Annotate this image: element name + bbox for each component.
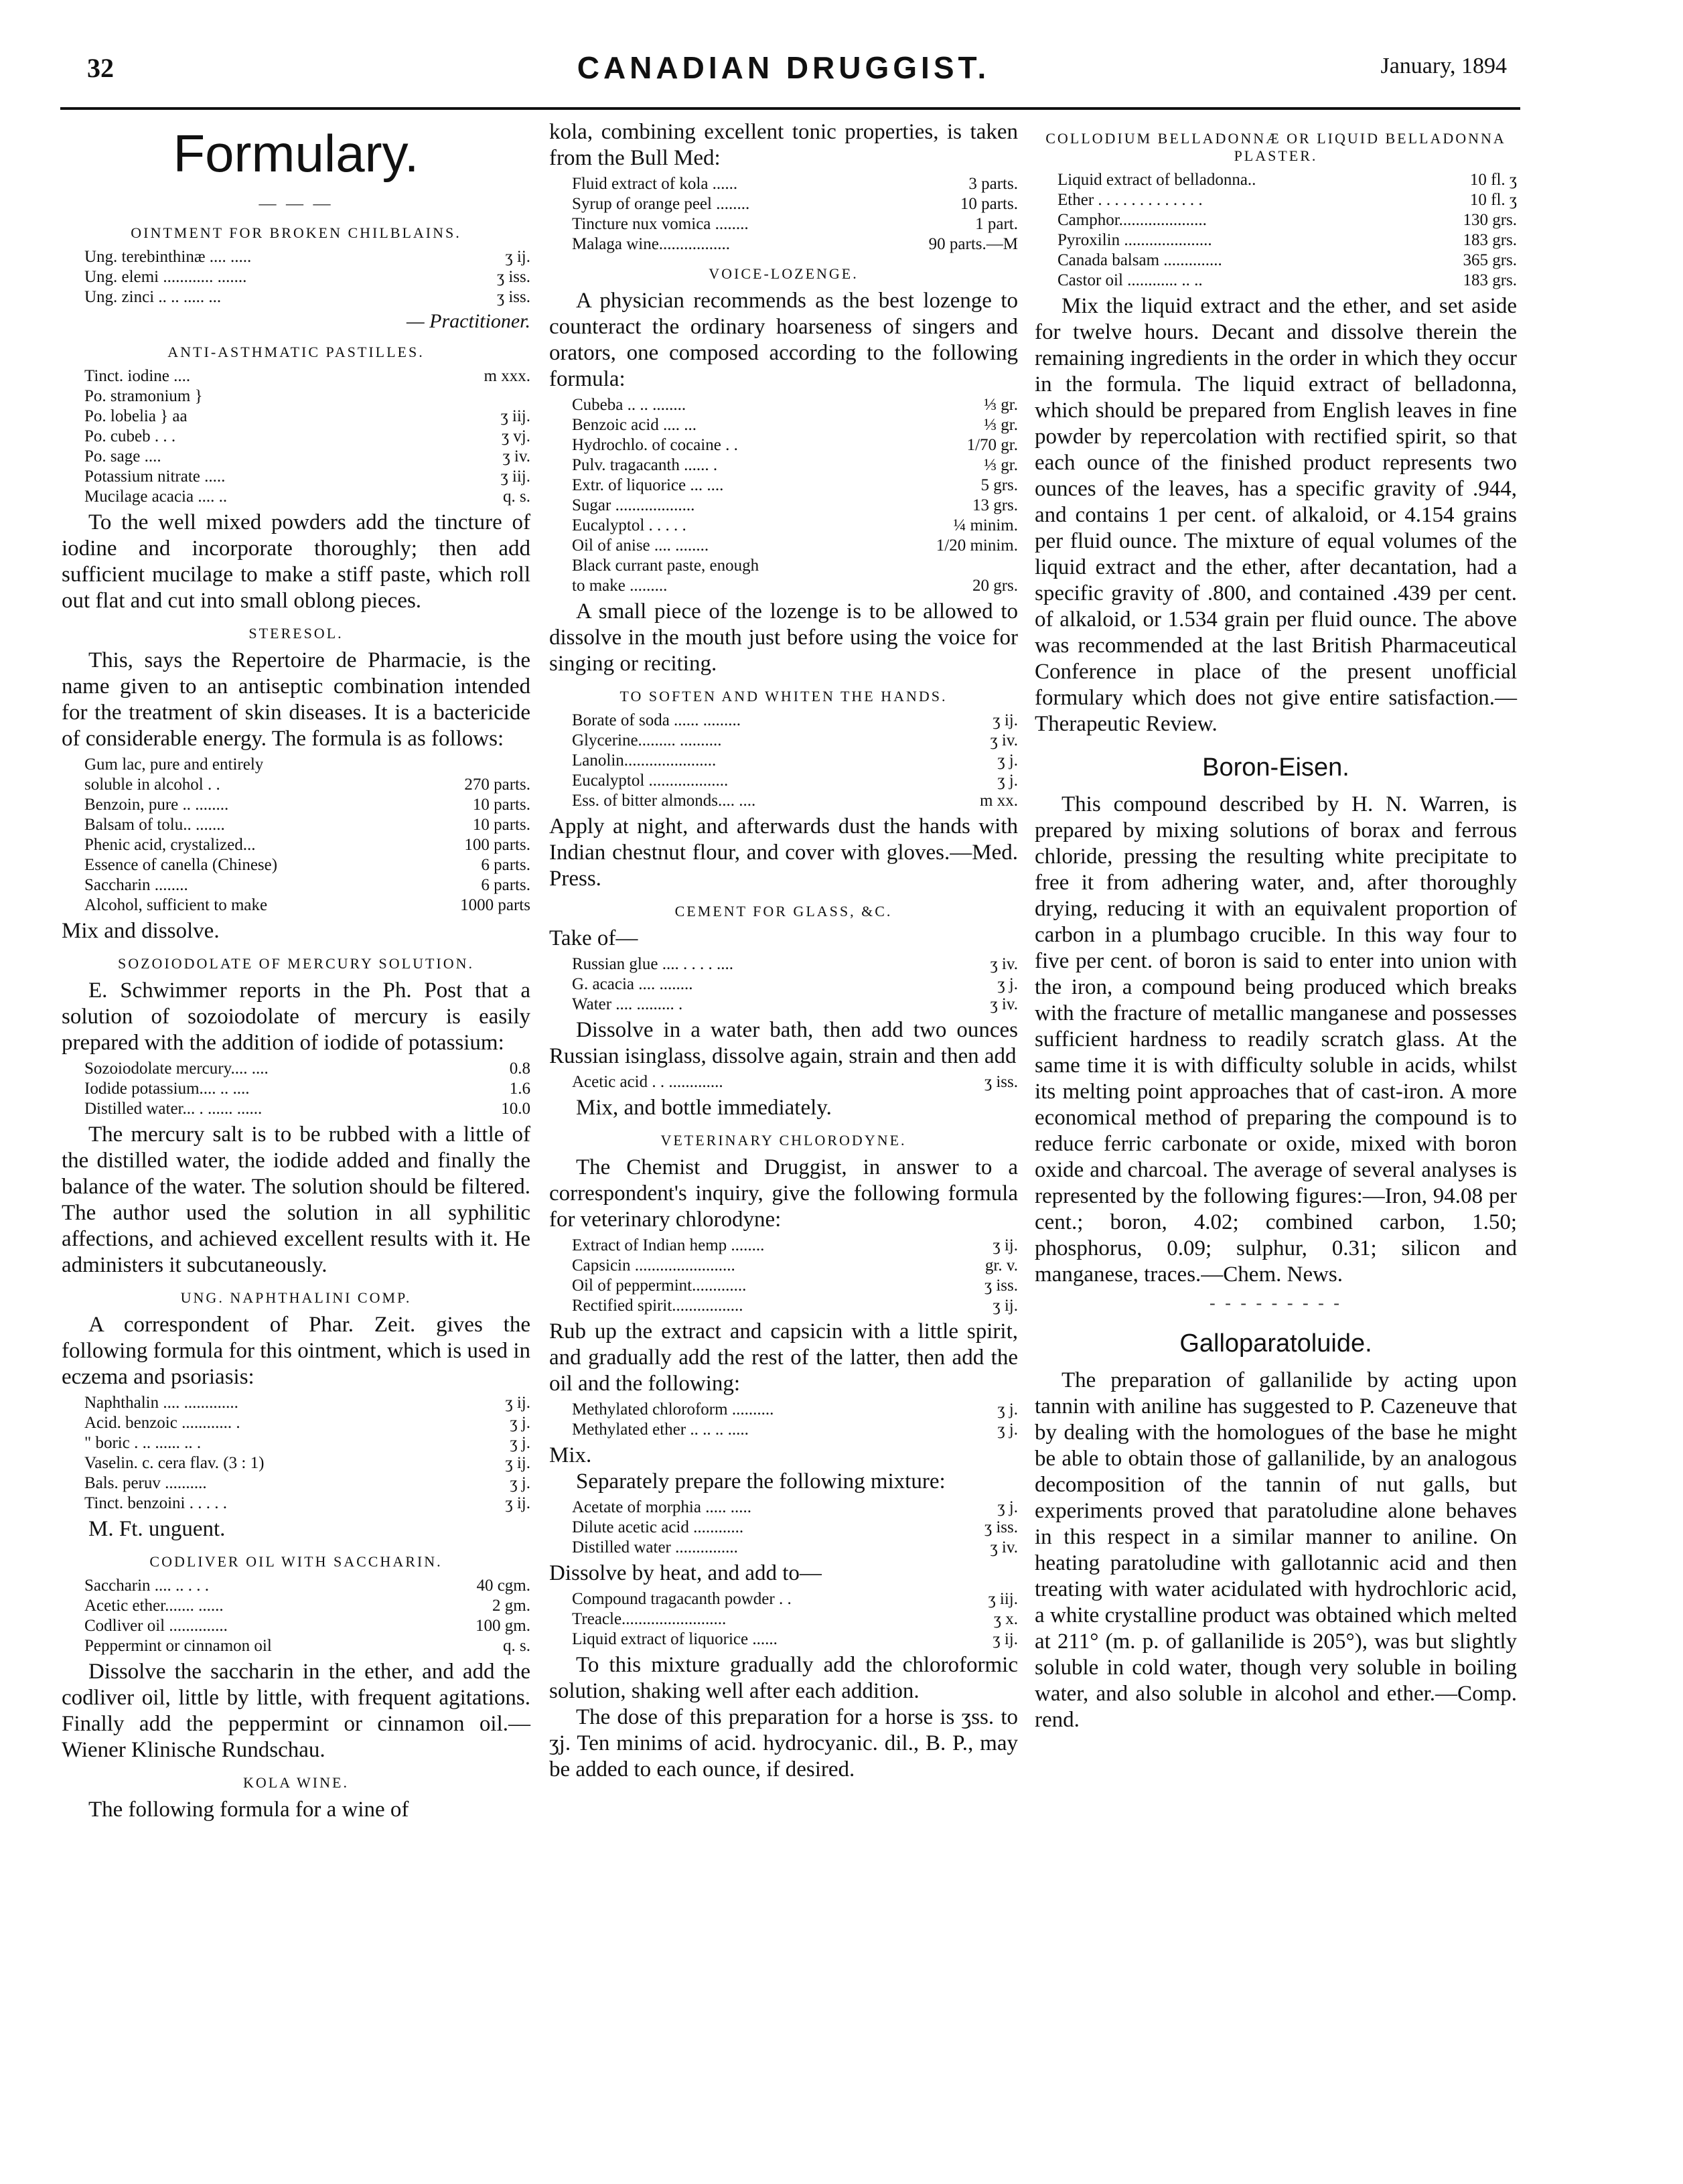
heading-cement: CEMENT FOR GLASS, &C. [674, 903, 893, 920]
ingredient-name: Po. lobelia } aa [84, 407, 188, 425]
ingredient-quantity: ʒ iss. [984, 1277, 1018, 1295]
ingredient-quantity [1011, 556, 1018, 576]
section-divider: - - - - - - - - - [1210, 1293, 1342, 1313]
ingredient-quantity: 40 cgm. [476, 1577, 530, 1595]
ingredient-row [84, 287, 530, 307]
ingredient-quantity: 6 parts. [481, 856, 530, 874]
paragraph: kola, combining excellent tonic properties, is taken from the Bull Med: [549, 120, 1018, 170]
paragraph: The dose of this preparation for a horse is ʒss. to ʒj. Ten minims of acid. hydrocyanic. dil., B. P., may be added to each ounce, if desired. [549, 1705, 1018, 1781]
ingredient-name: Acetate of morphia ..... ..... [572, 1498, 751, 1516]
ingredient-name: Eucalyptol ................... [572, 772, 729, 790]
section-title-boron: Boron-Eisen. [1202, 753, 1349, 782]
page-header [60, 46, 1507, 99]
paragraph: Dissolve in a water bath, then add two ounces Russian isinglass, dissolve again, strain and then add [549, 1018, 1018, 1068]
ingredient-row [84, 775, 530, 795]
ingredient-name: Water .... ......... . [572, 995, 683, 1013]
ingredient-quantity: ¼ minim. [953, 516, 1018, 534]
ingredient-quantity: ⅓ gr. [984, 456, 1018, 474]
ingredient-name: soluble in alcohol . . [84, 776, 220, 794]
ingredient-quantity [524, 386, 530, 407]
ingredient-row [572, 576, 1018, 596]
ingredient-quantity: ʒ j. [997, 1400, 1018, 1418]
ingredient-row [84, 755, 530, 775]
ingredient-row [572, 1296, 1018, 1316]
ingredient-name: Liquid extract of liquorice ...... [572, 1630, 778, 1648]
ingredient-row [572, 974, 1018, 995]
journal-title: CANADIAN DRUGGIST. [577, 50, 991, 85]
ingredient-quantity: gr. v. [984, 1256, 1018, 1275]
ingredient-quantity: ʒ iss. [984, 1518, 1018, 1536]
ingredient-name: Naphthalin .... ............. [84, 1394, 238, 1412]
ingredient-row [1057, 170, 1517, 190]
ingredient-row [1057, 210, 1517, 230]
ingredient-row [84, 1413, 530, 1433]
ingredient-name: Peppermint or cinnamon oil [84, 1637, 272, 1655]
ingredient-row [572, 771, 1018, 791]
header-rule [60, 107, 1520, 110]
paragraph: Mix and dissolve. [62, 919, 220, 943]
column-1 [62, 119, 530, 1823]
ingredient-quantity: ʒ iss. [984, 1073, 1018, 1091]
ingredient-quantity: 0.8 [509, 1060, 530, 1078]
recipe-asthmatic [84, 366, 530, 507]
heading-asthmatic: ANTI-ASTHMATIC PASTILLES. [167, 344, 425, 360]
paragraph: The mercury salt is to be rubbed with a little of the distilled water, the iodide added and finally the balance of the water. The solution should be filtered. The author used the solution in all syphilitic affections, and achieved excellent results with it. He administers it subcutaneously. [62, 1122, 530, 1277]
ingredient-name: Tincture nux vomica ........ [572, 215, 749, 233]
ingredient-row [84, 447, 530, 467]
ingredient-name: Ung. elemi ............ ....... [84, 268, 247, 286]
ingredient-name: Liquid extract of belladonna.. [1057, 171, 1256, 189]
ingredient-name: Acetic acid . . ............. [572, 1073, 723, 1091]
heading-collodium: COLLODIUM BELLADONNÆ OR LIQUID BELLADONNA PLASTER. [1045, 130, 1506, 164]
ingredient-quantity: ʒ ij. [505, 248, 530, 266]
ingredient-quantity: 2 gm. [492, 1597, 530, 1615]
ingredient-quantity: 13 grs. [972, 496, 1018, 514]
ingredient-quantity: ʒ vj. [501, 427, 530, 445]
ingredient-name: Tinct. benzoini . . . . . [84, 1494, 227, 1512]
recipe-sozoiodolate [84, 1059, 530, 1119]
ingredient-name: to make ......... [572, 577, 668, 595]
column-3 [1035, 119, 1517, 1733]
ingredient-name: Pulv. tragacanth ...... . [572, 456, 718, 474]
ingredient-quantity: 1000 parts [460, 896, 530, 914]
ingredient-name: Sugar ................... [572, 496, 695, 514]
ingredient-quantity: 130 grs. [1463, 211, 1517, 229]
heading-kola: KOLA WINE. [243, 1774, 349, 1791]
ingredient-row [84, 1494, 530, 1514]
section-title-galloparatoluide: Galloparatoluide. [1179, 1329, 1372, 1358]
heading-steresol: STERESOL. [248, 625, 344, 642]
recipe-chlorodyne-2 [572, 1400, 1018, 1440]
paragraph: Dissolve the saccharin in the ether, and add the codliver oil, little by little, with frequent agitations. Finally add the peppermint or cinnamon oil.—Wiener Klinische Rundschau. [62, 1660, 530, 1762]
ingredient-quantity: 20 grs. [972, 577, 1018, 595]
ingredient-quantity: ⅓ gr. [984, 396, 1018, 414]
ingredient-row [1057, 250, 1517, 271]
ingredient-quantity: ʒ ij. [993, 711, 1018, 729]
ingredient-row [572, 194, 1018, 214]
ingredient-row [572, 711, 1018, 731]
recipe-chilblains [84, 247, 530, 307]
ingredient-quantity: 270 parts. [464, 776, 530, 794]
ingredient-quantity: ʒ j. [510, 1434, 530, 1452]
paragraph: Take of— [549, 926, 638, 950]
ingredient-row [572, 1400, 1018, 1420]
ingredient-row [572, 556, 1018, 576]
heading-hands: TO SOFTEN AND WHITEN THE HANDS. [619, 688, 948, 705]
ingredient-name: Saccharin ........ [84, 876, 188, 894]
ingredient-quantity: ʒ j. [997, 1498, 1018, 1516]
ingredient-quantity: ʒ iss. [497, 268, 530, 286]
ingredient-name: Po. stramonium } [84, 387, 203, 405]
ingredient-row [84, 1596, 530, 1616]
recipe-cement [572, 954, 1018, 1015]
ingredient-name: Phenic acid, crystalized... [84, 836, 256, 854]
ingredient-row [84, 1616, 530, 1636]
paragraph: To the well mixed powders add the tincture of iodine and incorporate thoroughly; then add sufficient mucilage to make a stiff paste, which roll out flat and cut into small oblong pieces. [62, 510, 530, 613]
ingredient-quantity: ʒ ij. [505, 1394, 530, 1412]
ingredient-row [572, 791, 1018, 811]
ingredient-quantity: 1.6 [509, 1080, 530, 1098]
ingredient-row [572, 395, 1018, 415]
ingredient-name: Capsicin ........................ [572, 1256, 735, 1275]
ingredient-quantity: 3 parts. [968, 175, 1018, 193]
ingredient-row [572, 455, 1018, 476]
ingredient-row [572, 1538, 1018, 1558]
paragraph: A physician recommends as the best lozenge to counteract the ordinary hoarseness of singers and orators, one composed according to the following formula: [549, 289, 1018, 391]
page-number: 32 [87, 53, 114, 83]
ingredient-name: Bals. peruv .......... [84, 1474, 207, 1492]
ingredient-name: Hydrochlo. of cocaine . . [572, 436, 738, 454]
ingredient-row [572, 1276, 1018, 1296]
paragraph: Dissolve by heat, and add to— [549, 1561, 822, 1585]
paragraph: This compound described by H. N. Warren, is prepared by mixing solutions of borax and ferrous chloride, pressing the resulting white precipitate to free it from adhering water, and, after thoroughly drying, reducing it with an equivalent proportion of carbon in a plumbago crucible. In this way four to five per cent. of boron is said to enter into union with the iron, a compound being produced which breaks with the fracture of metallic manganese and possesses sufficient hardness to readily scratch glass. At the same time it is with difficulty soluble in acids, whilst its melting point approaches that of cast-iron. A more economical method of preparing the compound is to reduce ferric carbonate or oxide, mixed with boron oxide and charcoal. The average of several analyses is represented by the following figures:—Iron, 94.08 per cent.; boron, 4.02; combined carbon, 1.50; phosphorus, 0.09; sulphur, 0.31; silicon and manganese, traces.—Chem. News. [1035, 792, 1517, 1287]
paragraph: Mix the liquid extract and the ether, and set aside for twelve hours. Decant and dissolve therein the remaining ingredients in the order in which they occur in the formula. The liquid extract of belladonna, which should be prepared from English leaves in fine powder by repercolation with rectified spirit, so that each ounce of the finished product represents two ounces of the leaves, has a specific gravity of .944, and contains 1 per cent. of alkaloid, or 4.154 grains per fluid ounce. The mixture of equal volumes of the liquid extract and the ether, after decantation, had a specific gravity of .800, and contained .439 per cent. of alkaloid, or 1.534 grain per fluid ounce. The above was recommended at the last British Pharmaceutical Conference in place of the present unofficial formulary which does not give entire satisfaction.—Therapeutic Review. [1035, 294, 1517, 736]
ingredient-name: Balsam of tolu.. ....... [84, 816, 225, 834]
heading-chlorodyne: VETERINARY CHLORODYNE. [660, 1132, 907, 1149]
paragraph: Apply at night, and afterwards dust the hands with Indian chestnut flour, and cover with gloves.—Med. Press. [549, 814, 1018, 891]
ingredient-name: Tinct. iodine .... [84, 367, 191, 385]
ingredient-row [84, 247, 530, 267]
paragraph: Separately prepare the following mixture: [576, 1469, 946, 1494]
ingredient-row [572, 214, 1018, 234]
ingredient-name: Methylated chloroform .......... [572, 1400, 774, 1418]
ingredient-quantity: ʒ j. [510, 1414, 530, 1432]
paragraph: Mix, and bottle immediately. [576, 1096, 832, 1120]
ingredient-name: Fluid extract of kola ...... [572, 175, 738, 193]
ingredient-quantity: ʒ iss. [497, 288, 530, 306]
ingredient-name: Russian glue .... . . . . .... [572, 955, 733, 973]
ingredient-name: Canada balsam .............. [1057, 251, 1222, 269]
ingredient-quantity: ʒ ij. [993, 1236, 1018, 1254]
ingredient-name: Ether . . . . . . . . . . . . . [1057, 191, 1203, 209]
ingredient-row [572, 1420, 1018, 1440]
ingredient-row [84, 407, 530, 427]
ingredient-row [572, 234, 1018, 254]
ingredient-quantity: 1/70 gr. [966, 436, 1018, 454]
ingredient-row [84, 386, 530, 407]
ingredient-row [572, 496, 1018, 516]
ingredient-row [84, 895, 530, 916]
ingredient-name: Sozoiodolate mercury.... .... [84, 1060, 269, 1078]
paragraph: E. Schwimmer reports in the Ph. Post that a solution of sozoiodolate of mercury is easily prepared with the addition of iodide of potassium: [62, 978, 530, 1055]
ingredient-quantity: 90 parts.—M [928, 235, 1018, 253]
ingredient-quantity: ʒ ij. [505, 1454, 530, 1472]
ingredient-name: Saccharin .... .. . . . [84, 1577, 210, 1595]
ingredient-quantity: ʒ iv. [990, 995, 1018, 1013]
recipe-naphthalini [84, 1393, 530, 1514]
ingredient-quantity: 365 grs. [1463, 251, 1517, 269]
ingredient-name: Ung. terebinthinæ .... ..... [84, 248, 252, 266]
ingredient-name: Acid. benzoic ............ . [84, 1414, 240, 1432]
ingredient-name: Ess. of bitter almonds.... .... [572, 792, 756, 810]
ingredient-row [572, 731, 1018, 751]
paragraph: Rub up the extract and capsicin with a little spirit, and gradually add the rest of the latter, then add the oil and the following: [549, 1319, 1018, 1396]
ingredient-quantity: ʒ j. [997, 975, 1018, 993]
ingredient-name: Alcohol, sufficient to make [84, 896, 268, 914]
ingredient-row [572, 1518, 1018, 1538]
recipe-hands [572, 711, 1018, 811]
ingredient-name: Syrup of orange peel ........ [572, 195, 750, 213]
ingredient-name: Iodide potassium.... .. .... [84, 1080, 250, 1098]
ingredient-row [572, 174, 1018, 194]
ingredient-row [572, 516, 1018, 536]
ingredient-name: Glycerine......... .......... [572, 731, 722, 749]
paragraph: A small piece of the lozenge is to be allowed to dissolve in the mouth just before using the voice for singing or reciting. [549, 599, 1018, 676]
recipe-chlorodyne-4 [572, 1589, 1018, 1650]
ingredient-quantity: ʒ iv. [990, 731, 1018, 749]
ingredient-quantity: ʒ x. [993, 1610, 1018, 1628]
ingredient-quantity: 5 grs. [980, 476, 1018, 494]
ingredient-row [1057, 271, 1517, 291]
ingredient-name: " boric . .. ...... .. . [84, 1434, 202, 1452]
ingredient-quantity: m xxx. [484, 367, 530, 385]
ingredient-row [84, 875, 530, 895]
column-2 [549, 119, 1018, 1783]
ingredient-name: Methylated ether .. .. .. ..... [572, 1421, 749, 1439]
ingredient-quantity: ʒ iv. [502, 447, 530, 465]
recipe-chlorodyne-3 [572, 1498, 1018, 1558]
ingredient-row [572, 536, 1018, 556]
ingredient-name: Cubeba .. .. ........ [572, 396, 686, 414]
ingredient-row [572, 1629, 1018, 1650]
ingredient-row [572, 995, 1018, 1015]
ingredient-name: Gum lac, pure and entirely [84, 755, 264, 774]
heading-voice: VOICE-LOZENGE. [709, 265, 859, 282]
recipe-chlorodyne [572, 1236, 1018, 1316]
ingredient-quantity: 10 parts. [960, 195, 1018, 213]
ingredient-quantity: ʒ j. [997, 772, 1018, 790]
ingredient-quantity: 10 fl. ʒ [1469, 171, 1517, 189]
ingredient-name: Compound tragacanth powder . . [572, 1590, 792, 1608]
ingredient-row [84, 1453, 530, 1473]
ingredient-row [84, 467, 530, 487]
ingredient-name: Distilled water ............... [572, 1538, 738, 1556]
ingredient-quantity: ʒ j. [510, 1474, 530, 1492]
ingredient-name: Benzoin, pure .. ........ [84, 796, 229, 814]
ingredient-row [84, 1473, 530, 1494]
ingredient-quantity: 100 parts. [464, 836, 530, 854]
ingredient-row [572, 1589, 1018, 1609]
paragraph: Mix. [549, 1443, 592, 1467]
recipe-collodium [1057, 170, 1517, 291]
ingredient-row [84, 267, 530, 287]
ingredient-name: Lanolin...................... [572, 751, 717, 770]
ingredient-quantity: 183 grs. [1463, 271, 1517, 289]
ingredient-row [84, 855, 530, 875]
ingredient-row [572, 1256, 1018, 1276]
ingredient-row [84, 1433, 530, 1453]
recipe-steresol [84, 755, 530, 916]
ingredient-name: Essence of canella (Chinese) [84, 856, 278, 874]
ingredient-name: Malaga wine................. [572, 235, 731, 253]
heading-sozoiodolate: SOZOIODOLATE OF MERCURY SOLUTION. [117, 955, 475, 972]
ingredient-row [572, 1498, 1018, 1518]
recipe-voice [572, 395, 1018, 596]
ingredient-name: Borate of soda ...... ......... [572, 711, 741, 729]
heading-naphthalini: UNG. NAPHTHALINI COMP. [180, 1289, 412, 1306]
ingredient-row [84, 1079, 530, 1099]
ingredient-row [572, 1236, 1018, 1256]
ingredient-quantity: q. s. [503, 1637, 530, 1655]
ingredient-quantity: ʒ iv. [990, 1538, 1018, 1556]
ingredient-quantity: ʒ iij. [500, 467, 530, 486]
ingredient-row [1057, 230, 1517, 250]
paragraph: M. Ft. unguent. [88, 1517, 226, 1541]
ingredient-quantity: ʒ iij. [500, 407, 530, 425]
ingredient-name: Distilled water... . ...... ...... [84, 1100, 263, 1118]
section-title-formulary: Formulary. [173, 124, 419, 183]
ingredient-name: Codliver oil .............. [84, 1617, 228, 1635]
recipe-cement-2 [572, 1072, 1018, 1092]
issue-date: January, 1894 [1380, 54, 1507, 78]
ingredient-quantity: 6 parts. [481, 876, 530, 894]
ingredient-name: Vaselin. c. cera flav. (3 : 1) [84, 1454, 265, 1472]
ingredient-name: Black currant paste, enough [572, 557, 759, 575]
ingredient-name: Oil of peppermint............. [572, 1277, 747, 1295]
paragraph: The following formula for a wine of [88, 1798, 409, 1822]
ingredient-name: Pyroxilin ..................... [1057, 231, 1212, 249]
ingredient-quantity: 10 parts. [472, 796, 530, 814]
ingredient-quantity: 100 gm. [475, 1617, 530, 1635]
ingredient-row [572, 954, 1018, 974]
recipe-kola [572, 174, 1018, 254]
ingredient-name: Treacle......................... [572, 1610, 727, 1628]
ingredient-quantity: 10.0 [501, 1100, 530, 1118]
ingredient-row [84, 1059, 530, 1079]
ingredient-row [84, 835, 530, 855]
ingredient-name: G. acacia .... ........ [572, 975, 693, 993]
paragraph: A correspondent of Phar. Zeit. gives the following formula for this ointment, which is used in eczema and psoriasis: [62, 1313, 530, 1389]
ingredient-quantity: ⅓ gr. [984, 416, 1018, 434]
ingredient-quantity: 10 parts. [472, 816, 530, 834]
attribution: — Practitioner. [407, 310, 530, 332]
ingredient-name: Potassium nitrate ..... [84, 467, 226, 486]
ingredient-row [84, 487, 530, 507]
ingredient-row [572, 751, 1018, 771]
ingredient-name: Camphor..................... [1057, 211, 1207, 229]
ingredient-name: Castor oil ............ .. .. [1057, 271, 1203, 289]
ingredient-name: Rectified spirit................. [572, 1297, 743, 1315]
ingredient-quantity: ʒ iv. [990, 955, 1018, 973]
ingredient-quantity: m xx. [980, 792, 1018, 810]
ingredient-name: Ung. zinci .. .. ..... ... [84, 288, 222, 306]
ingredient-row [84, 1576, 530, 1596]
ingredient-row [572, 435, 1018, 455]
ingredient-row [572, 1072, 1018, 1092]
paragraph: This, says the Repertoire de Pharmacie, is the name given to an antiseptic combination intended for the treatment of skin diseases. It is a bactericide of considerable energy. The formula is as follows: [62, 648, 530, 751]
ingredient-name: Extract of Indian hemp ........ [572, 1236, 765, 1254]
ingredient-row [84, 1636, 530, 1656]
ingredient-quantity: 10 fl. ʒ [1469, 191, 1517, 209]
title-divider: — — — [259, 194, 334, 213]
ingredient-name: Po. cubeb . . . [84, 427, 176, 445]
ingredient-quantity: ʒ ij. [505, 1494, 530, 1512]
ingredient-name: Oil of anise .... ........ [572, 536, 709, 555]
ingredient-name: Acetic ether....... ...... [84, 1597, 224, 1615]
ingredient-quantity: ʒ j. [997, 751, 1018, 770]
ingredient-name: Eucalyptol . . . . . [572, 516, 686, 534]
ingredient-row [84, 1393, 530, 1413]
ingredient-quantity: ʒ iij. [988, 1590, 1018, 1608]
ingredient-name: Dilute acetic acid ............ [572, 1518, 744, 1536]
ingredient-row [572, 1609, 1018, 1629]
ingredient-row [84, 366, 530, 386]
ingredient-quantity: ʒ ij. [993, 1630, 1018, 1648]
ingredient-quantity [524, 755, 530, 775]
paragraph: The preparation of gallanilide by acting upon tannin with aniline has suggested to P. Cazeneuve that by dealing with the homologues of the base he might be able to obtain those of gallanilide, by an analogous decomposition of the tannin of nut galls, but experiments proved that paratoludine alone behaves in this respect in a similar manner to aniline. On heating paratoludine with gallotannic acid and then treating with water acidulated with hydrochloric acid, a white crystalline product was obtained which melted at 211° (m. p. of gallanilide is 205°), was but slightly soluble in cold water, though very soluble in boiling water, and also soluble in alcohol and ether.—Comp. rend. [1035, 1368, 1517, 1732]
ingredient-quantity: 1 part. [975, 215, 1018, 233]
ingredient-row [84, 815, 530, 835]
ingredient-quantity: 1/20 minim. [936, 536, 1018, 555]
ingredient-name: Po. sage .... [84, 447, 161, 465]
ingredient-name: Benzoic acid .... ... [572, 416, 697, 434]
ingredient-name: Extr. of liquorice ... .... [572, 476, 724, 494]
ingredient-quantity: q. s. [503, 488, 530, 506]
ingredient-row [1057, 190, 1517, 210]
ingredient-row [84, 1099, 530, 1119]
ingredient-quantity: 183 grs. [1463, 231, 1517, 249]
ingredient-row [572, 476, 1018, 496]
recipe-codliver [84, 1576, 530, 1656]
ingredient-quantity: ʒ ij. [993, 1297, 1018, 1315]
paragraph: The Chemist and Druggist, in answer to a correspondent's inquiry, give the following formula for veterinary chlorodyne: [549, 1155, 1018, 1232]
heading-chilblains: OINTMENT FOR BROKEN CHILBLAINS. [131, 224, 461, 241]
ingredient-row [572, 415, 1018, 435]
ingredient-name: Mucilage acacia .... .. [84, 488, 228, 506]
ingredient-row [84, 795, 530, 815]
ingredient-quantity: ʒ j. [997, 1421, 1018, 1439]
ingredient-row [84, 427, 530, 447]
paragraph: To this mixture gradually add the chloroformic solution, shaking well after each addition. [549, 1653, 1018, 1703]
heading-codliver: CODLIVER OIL WITH SACCHARIN. [149, 1553, 443, 1570]
